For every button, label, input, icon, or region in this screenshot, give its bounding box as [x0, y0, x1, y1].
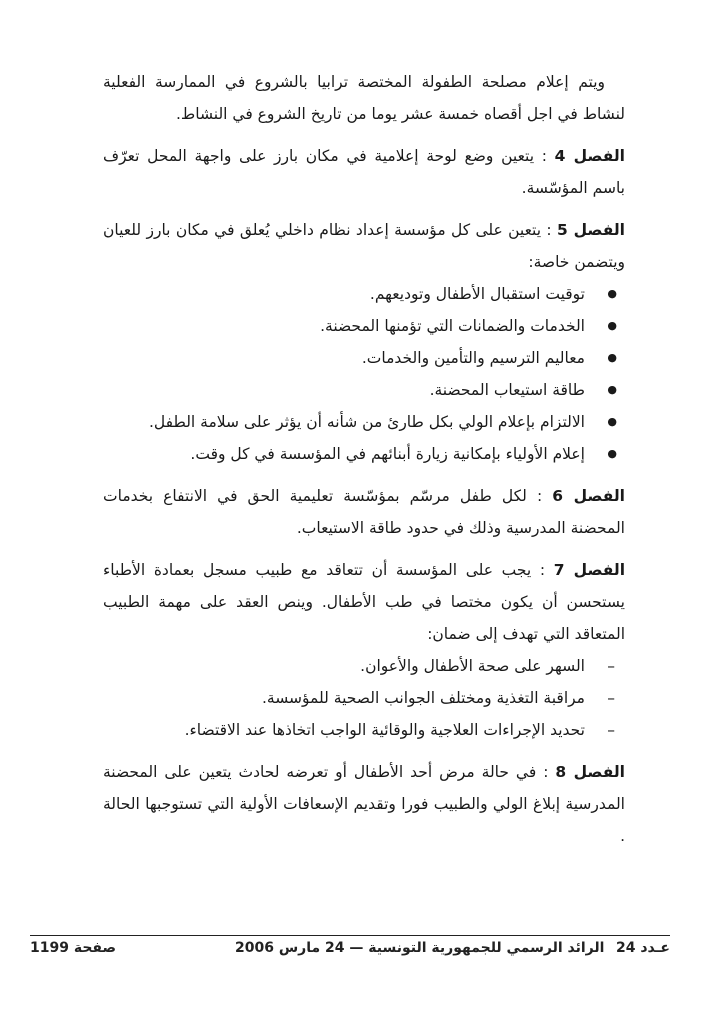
footer-divider — [30, 935, 670, 936]
footer-issue-number: عـدد 24 — [616, 940, 670, 956]
list-item: – السهر على صحة الأطفال والأعوان. — [103, 650, 625, 682]
list-item: ● طاقة استيعاب المحضنة. — [103, 374, 625, 406]
article-6 — [103, 480, 625, 544]
list-item: – تحديد الإجراءات العلاجية والوقائية الواجب اتخاذها عند الاقتضاء. — [103, 714, 625, 746]
footer-publication: الرائد الرسمي للجمهورية التونسية — 24 مارس 2006 — [235, 940, 605, 956]
article-8 — [103, 756, 625, 852]
list-item: – مراقبة التغذية ومختلف الجوانب الصحية للمؤسسة. — [103, 682, 625, 714]
document-body — [103, 66, 625, 862]
intro-paragraph: ويتم إعلام مصلحة الطفولة المختصة ترابيا بالشروع في الممارسة الفعلية لنشاط في اجل أقصاه خمسة عشر يوما من تاريخ الشروع في النشاط. — [103, 73, 625, 123]
article-7-text: : يجب على المؤسسة أن تتعاقد مع طبيب مسجل بعمادة الأطباء يستحسن أن يكون مختصا في طب الأطفال. وينص العقد على مهمة الطبيب المتعاقد التي تهدف إلى ضمان: — [103, 561, 625, 643]
article-8-label: الفصل 8 — [555, 763, 625, 781]
list-item: ● معاليم الترسيم والتأمين والخدمات. — [103, 342, 625, 374]
article-5-text: : يتعين على كل مؤسسة إعداد نظام داخلي يُعلق في مكان بارز للعيان ويتضمن خاصة: — [103, 221, 625, 271]
article-5-label: الفصل 5 — [556, 221, 625, 239]
article-5-bullet-list — [103, 278, 625, 470]
article-6-text: : لكل طفل مرسّم بمؤسّسة تعليمية الحق في الانتفاع بخدمات المحضنة المدرسية وذلك في حدود طاقة الاستيعاب. — [103, 487, 625, 537]
list-item: ● الالتزام بإعلام الولي بكل طارئ من شأنه أن يؤثر على سلامة الطفل. — [103, 406, 625, 438]
article-5 — [103, 214, 625, 470]
article-7 — [103, 554, 625, 746]
footer-page-number: صفحة 1199 — [30, 940, 117, 956]
article-7-label: الفصل 7 — [553, 561, 626, 579]
list-item: ● إعلام الأولياء بإمكانية زيارة أبنائهم في المؤسسة في كل وقت. — [103, 438, 625, 470]
list-item: ● الخدمات والضمانات التي تؤمنها المحضنة. — [103, 310, 625, 342]
article-4-text: : يتعين وضع لوحة إعلامية في مكان بارز على واجهة المحل تعرّف باسم المؤسّسة. — [103, 147, 625, 197]
article-7-dash-list — [103, 650, 625, 746]
article-6-label: الفصل 6 — [552, 487, 625, 505]
article-4-label: الفصل 4 — [554, 147, 625, 165]
article-8-text: : في حالة مرض أحد الأطفال أو تعرضه لحادث يتعين على المحضنة المدرسية إبلاغ الولي والطبيب فورا وتقديم الإسعافات الأولية التي تستوجبها الحالة . — [103, 763, 625, 845]
list-item: ● توقيت استقبال الأطفال وتوديعهم. — [103, 278, 625, 310]
article-4 — [103, 140, 625, 204]
